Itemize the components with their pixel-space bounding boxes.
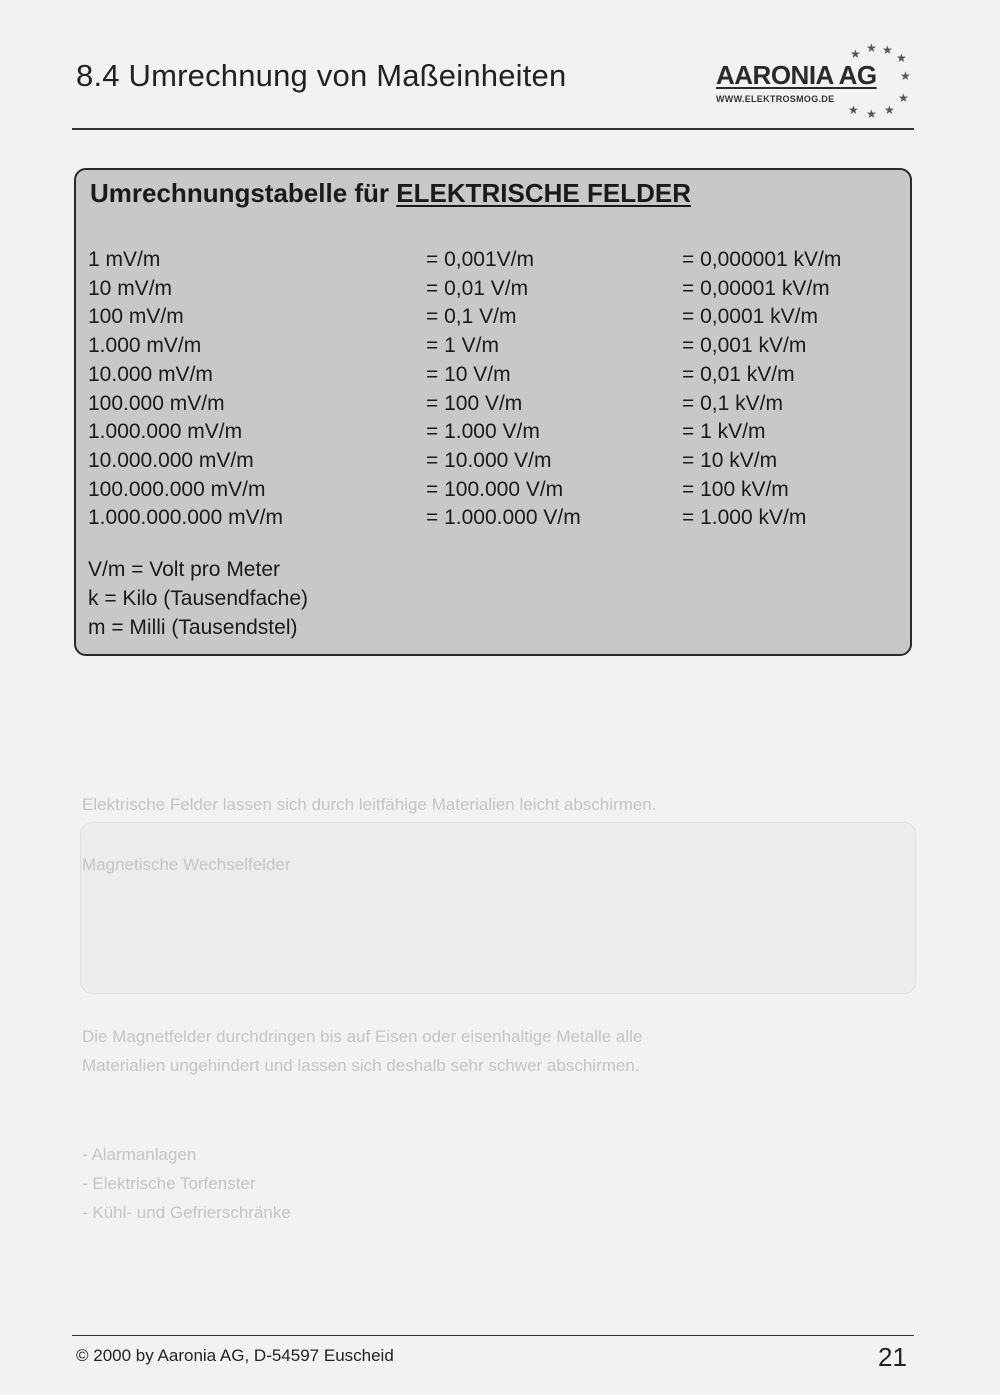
kv-per-m-cell: = 0,000001 kV/m — [682, 248, 842, 271]
table-title-emphasis: ELEKTRISCHE FELDER — [396, 178, 691, 208]
table-row — [76, 248, 910, 276]
svg-text:★: ★ — [900, 69, 911, 83]
bleed-through-line: Elektrische Felder lassen sich durch leitfähige Materialien leicht abschirmen. — [82, 795, 657, 814]
mv-per-m-cell: 10.000 mV/m — [88, 362, 213, 386]
table-row — [76, 478, 910, 506]
bleed-through-line: - Kühl- und Gefrierschränke — [82, 1203, 291, 1222]
v-per-m-cell: = 1.000.000 V/m — [426, 506, 581, 530]
mv-per-m-cell: 100 mV/m — [88, 305, 184, 329]
svg-text:★: ★ — [896, 51, 907, 65]
bleed-through-box — [80, 822, 916, 994]
v-per-m-cell: = 10.000 V/m — [426, 448, 552, 472]
kv-per-m-cell: = 10 kV/m — [682, 448, 778, 472]
kv-per-m-cell: = 0,01 kV/m — [682, 362, 795, 386]
bleed-through-line: Materialien ungehindert und lassen sich deshalb sehr schwer abschirmen. — [82, 1056, 640, 1075]
bleed-through-line: - Elektrische Torfenster — [82, 1174, 256, 1193]
svg-text:★: ★ — [848, 103, 859, 117]
footer-divider — [72, 1335, 914, 1336]
svg-text:★: ★ — [850, 47, 861, 61]
kv-per-m-cell: = 0,0001 kV/m — [682, 305, 818, 329]
mv-per-m-cell: 1 mV/m — [88, 248, 161, 271]
table-row — [76, 305, 910, 333]
kv-per-m-cell: = 100 kV/m — [682, 477, 789, 501]
kv-per-m-cell: = 1 kV/m — [682, 420, 766, 444]
mv-per-m-cell: 1.000.000.000 mV/m — [88, 506, 283, 530]
v-per-m-cell: = 100 V/m — [426, 391, 523, 415]
v-per-m-cell: = 1.000 V/m — [426, 420, 540, 444]
table-row — [76, 392, 910, 420]
mv-per-m-cell: 10 mV/m — [88, 276, 173, 300]
svg-text:★: ★ — [866, 41, 877, 55]
table-title — [90, 178, 691, 209]
bleed-through-line: - Alarmanlagen — [82, 1145, 197, 1164]
table-row — [76, 449, 910, 477]
mv-per-m-cell: 100.000 mV/m — [88, 391, 225, 415]
mv-per-m-cell: 10.000.000 mV/m — [88, 448, 254, 472]
v-per-m-cell: = 0,1 V/m — [426, 305, 517, 329]
v-per-m-cell: = 0,01 V/m — [426, 276, 529, 300]
kv-per-m-cell: = 0,00001 kV/m — [682, 276, 830, 300]
header-divider — [72, 128, 914, 130]
v-per-m-cell: = 10 V/m — [426, 362, 511, 386]
page-title: 8.4 Umrechnung von Maßeinheiten — [76, 58, 567, 93]
table-row — [76, 363, 910, 391]
legend-line: k = Kilo (Tausendfache) — [88, 587, 309, 610]
table-row — [76, 277, 910, 305]
svg-text:★: ★ — [884, 103, 895, 117]
legend-line: V/m = Volt pro Meter — [88, 558, 280, 581]
table-row — [76, 334, 910, 362]
mv-per-m-cell: 1.000.000 mV/m — [88, 420, 243, 444]
company-logo — [712, 40, 912, 124]
page-number: 21 — [878, 1342, 907, 1372]
logo-url: WWW.ELEKTROSMOG.DE — [716, 94, 835, 104]
svg-text:★: ★ — [882, 43, 893, 57]
bleed-through-line: Die Magnetfelder durchdringen bis auf Eisen oder eisenhaltige Metalle alle — [82, 1027, 643, 1046]
mv-per-m-cell: 1.000 mV/m — [88, 334, 202, 358]
table-title-prefix: Umrechnungstabelle für — [90, 178, 397, 208]
bleed-through-line: Magnetische Wechselfelder — [82, 855, 291, 874]
legend-line: m = Milli (Tausendstel) — [88, 616, 298, 639]
table-row — [76, 506, 910, 534]
conversion-table — [74, 168, 912, 656]
v-per-m-cell: = 100.000 V/m — [426, 477, 564, 501]
kv-per-m-cell: = 1.000 kV/m — [682, 506, 807, 530]
mv-per-m-cell: 100.000.000 mV/m — [88, 477, 266, 501]
v-per-m-cell: = 1 V/m — [426, 334, 499, 358]
footer-copyright: © 2000 by Aaronia AG, D-54597 Euscheid — [76, 1346, 394, 1365]
svg-text:★: ★ — [866, 107, 877, 121]
table-row — [76, 420, 910, 448]
logo-name: AARONIA AG — [716, 60, 877, 90]
svg-text:★: ★ — [898, 91, 909, 105]
v-per-m-cell: = 0,001V/m — [426, 248, 534, 271]
kv-per-m-cell: = 0,001 kV/m — [682, 334, 807, 358]
kv-per-m-cell: = 0,1 kV/m — [682, 391, 783, 415]
